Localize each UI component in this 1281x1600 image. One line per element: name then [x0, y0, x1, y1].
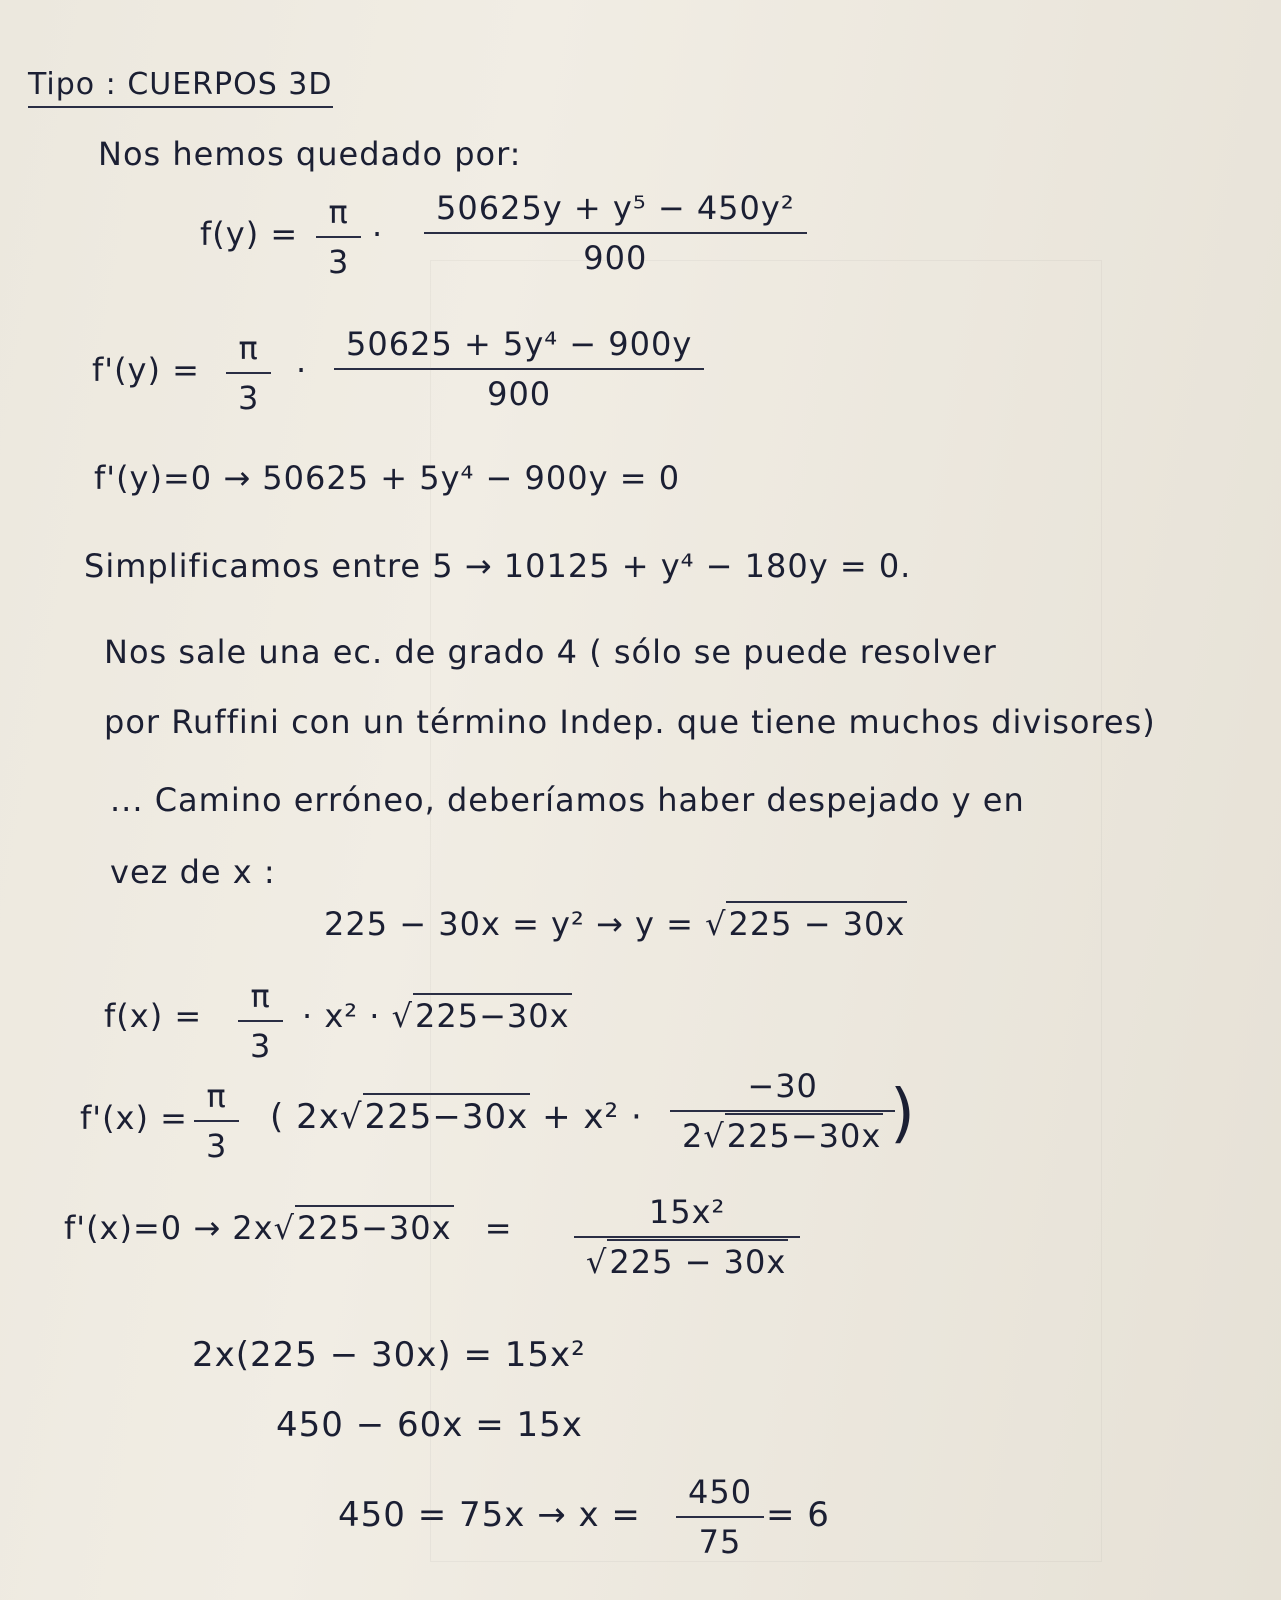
dfy-three: 3 [226, 372, 271, 414]
simplify-line: Simplificamos entre 5 → 10125 + y⁴ − 180y = 0. [84, 547, 912, 585]
page-title: Tipo : CUERPOS 3D [28, 70, 333, 108]
fy-fraction [430, 189, 801, 277]
step-3-result: = 6 [766, 1495, 830, 1535]
dfx-body [270, 1097, 643, 1137]
dfy-numerator: 50625 + 5y⁴ − 900y [346, 325, 693, 363]
sqrt-symbol: √ [703, 1117, 725, 1155]
fx-lhs: f(x) = [104, 997, 203, 1035]
eq-equals: = [484, 1209, 513, 1247]
dfy-lhs: f'(y) = [92, 351, 200, 389]
fy-pi: π [328, 193, 349, 231]
dfy-denominator: 900 [334, 368, 704, 410]
step-2: 450 − 60x = 15x [276, 1405, 583, 1445]
dfx-pi-fraction [200, 1077, 233, 1165]
fx-pi-fraction [244, 977, 277, 1065]
sqrt-symbol: √ [339, 1097, 363, 1137]
fx-rest [302, 997, 572, 1035]
fx-pi: π [250, 977, 271, 1015]
dfx-close: ) [890, 1077, 916, 1151]
dfy-pi-fraction [232, 329, 265, 417]
fy-numerator: 50625y + y⁵ − 450y² [436, 189, 795, 227]
dfy-pi: π [238, 329, 259, 367]
isolate-radicand: 225 − 30x [726, 901, 907, 943]
fy-pi-fraction [322, 193, 355, 281]
fy-three: 3 [316, 236, 361, 278]
dfx-plus: + x² · [542, 1097, 643, 1137]
dfx-frac-numerator: −30 [747, 1067, 818, 1105]
sqrt-symbol: √ [391, 997, 414, 1035]
step-3-numerator: 450 [688, 1473, 753, 1511]
intro-line: Nos hemos quedado por: [98, 135, 522, 173]
dfy-dot: · [296, 351, 308, 389]
eq-lhs: f'(x)=0 → 2x [64, 1209, 274, 1247]
dfx-two: 2 [682, 1117, 704, 1155]
note-line-3: ... Camino erróneo, deberíamos haber despejado y en [110, 781, 1025, 819]
eq-radicand: 225−30x [295, 1205, 454, 1247]
dfx-fraction [676, 1067, 889, 1155]
isolate-line [324, 905, 907, 943]
dfx-frac-radicand: 225−30x [725, 1113, 884, 1155]
eq-line [64, 1209, 513, 1247]
dfx-open: ( 2x [270, 1097, 340, 1137]
eq-den-radicand: 225 − 30x [607, 1239, 788, 1281]
isolate-left: 225 − 30x = y² → y = [324, 905, 694, 943]
step-3-fraction [682, 1473, 758, 1561]
dfx-pi: π [206, 1077, 227, 1115]
note-line-4: vez de x : [110, 853, 276, 891]
sqrt-symbol: √ [586, 1243, 608, 1281]
eq-numerator: 15x² [648, 1193, 726, 1231]
fy-dot: · [372, 215, 384, 253]
fy-denominator: 900 [424, 232, 807, 274]
eq-fraction [580, 1193, 794, 1281]
sqrt-symbol: √ [273, 1209, 295, 1247]
note-line-2: por Ruffini con un término Indep. que tiene muchos divisores) [104, 703, 1156, 741]
fy-lhs: f(y) = [200, 215, 299, 253]
fx-three: 3 [238, 1020, 283, 1062]
dfx-lhs: f'(x) = [80, 1099, 188, 1137]
sqrt-symbol: √ [705, 905, 727, 943]
step-3-denominator: 75 [676, 1516, 764, 1558]
step-1: 2x(225 − 30x) = 15x² [192, 1335, 586, 1375]
dfx-radicand: 225−30x [363, 1093, 531, 1137]
fx-middle: · x² · [302, 997, 381, 1035]
dfy-fraction [340, 325, 698, 413]
note-line-1: Nos sale una ec. de grado 4 ( sólo se puede resolver [104, 633, 997, 671]
dfy-zero-line: f'(y)=0 → 50625 + 5y⁴ − 900y = 0 [94, 459, 681, 497]
fx-radicand: 225−30x [413, 993, 572, 1035]
dfx-frac-denominator [670, 1110, 895, 1155]
dfx-three: 3 [194, 1120, 239, 1162]
step-3: 450 = 75x → x = [338, 1495, 641, 1535]
eq-denominator [574, 1236, 800, 1281]
